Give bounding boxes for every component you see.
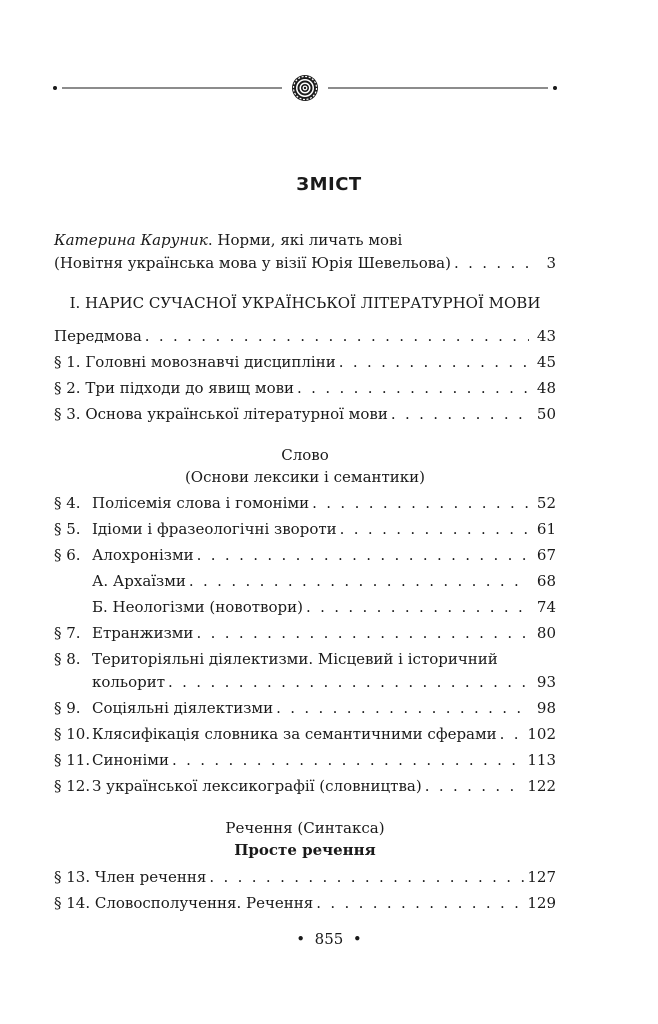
- toc-entry-line-2[interactable]: [54, 671, 556, 693]
- toc-entry[interactable]: [54, 351, 556, 373]
- section-heading: Слово: [281, 446, 329, 464]
- entry-label-continued: кольорит: [92, 673, 166, 691]
- intro-line-1: [54, 229, 556, 251]
- page-number: 122: [527, 777, 556, 795]
- entry-label: Синоніми: [92, 751, 169, 769]
- section-number: § 5.: [54, 520, 81, 538]
- entry-label: Соціяльні діялектизми: [92, 699, 274, 717]
- dot-leader: [276, 697, 529, 719]
- dot-leader: [189, 570, 529, 592]
- page-number: 98: [536, 699, 556, 717]
- toc-subentry[interactable]: [54, 596, 556, 618]
- dot-leader: [425, 775, 525, 797]
- entry-label: § 13. Член речення: [54, 868, 207, 886]
- toc-entry[interactable]: [54, 492, 556, 514]
- intro-title: . Норми, які личать мові: [207, 231, 403, 249]
- dot-leader: [312, 492, 529, 514]
- dot-leader: [500, 723, 525, 745]
- page-number: 93: [536, 673, 556, 691]
- section-number: § 6.: [54, 546, 81, 564]
- entry-label: Клясифікація словника за семантичними сферами: [92, 725, 497, 743]
- dot-leader: [145, 325, 529, 347]
- dot-leader: [340, 518, 529, 540]
- dot-leader: [339, 351, 529, 373]
- dot-leader: [168, 671, 529, 693]
- entry-label: § 3. Основа української літературної мови: [54, 405, 388, 423]
- page-number: 3: [546, 254, 556, 272]
- toc-entry[interactable]: [54, 377, 556, 399]
- header-ornament: [52, 70, 558, 106]
- section-number: § 10.: [54, 725, 91, 743]
- page-title: ЗМІСТ: [296, 174, 362, 195]
- page-number: 50: [536, 405, 556, 423]
- entry-label: Б. Неологізми (новотвори): [92, 598, 303, 616]
- page-number: 102: [527, 725, 556, 743]
- bullet-icon: •: [352, 930, 362, 948]
- dot-leader: [391, 403, 529, 425]
- page-number: 113: [527, 751, 556, 769]
- part1-heading: І. НАРИС СУЧАСНОЇ УКРАЇНСЬКОЇ ЛІТЕРАТУРНОЇ МОВИ: [69, 294, 541, 312]
- dot-leader: [297, 377, 529, 399]
- bullet-icon: •: [296, 930, 306, 948]
- section-number: § 9.: [54, 699, 81, 717]
- entry-label: Полісемія слова і гомоніми: [92, 494, 310, 512]
- toc-entry[interactable]: [54, 622, 556, 644]
- toc-entry[interactable]: [54, 723, 556, 745]
- dot-leader: [316, 892, 524, 914]
- page-number: 52: [536, 494, 556, 512]
- toc-entry[interactable]: [54, 749, 556, 771]
- page-number-footer: 855: [314, 930, 344, 948]
- section-number: § 12.: [54, 777, 91, 795]
- entry-label: Ідіоми і фразеологічні звороти: [92, 520, 337, 538]
- page-number: 61: [536, 520, 556, 538]
- page-number: 74: [536, 598, 556, 616]
- dot-leader: [209, 866, 524, 888]
- intro-subtitle: (Новітня українська мова у візії Юрія Шевельова): [54, 254, 451, 272]
- ornament-rosette-icon: [52, 70, 558, 106]
- section-number: § 7.: [54, 624, 81, 642]
- page-number: 127: [527, 868, 556, 886]
- entry-label: § 2. Три підходи до явищ мови: [54, 379, 295, 397]
- toc-entry[interactable]: [54, 866, 556, 888]
- dot-leader: [306, 596, 529, 618]
- section-number: § 8.: [54, 650, 81, 668]
- toc-entry-intro[interactable]: [54, 252, 556, 274]
- section-number: § 4.: [54, 494, 81, 512]
- page-number: 129: [527, 894, 556, 912]
- section-subheading: (Основи лексики і семантики): [184, 468, 426, 486]
- dot-leader: [172, 749, 524, 771]
- toc-entry[interactable]: [54, 518, 556, 540]
- entry-label: А. Архаїзми: [92, 572, 186, 590]
- page-number: 43: [536, 327, 556, 345]
- toc-entry[interactable]: [54, 775, 556, 797]
- toc-subentry[interactable]: [54, 570, 556, 592]
- entry-label: Етранжизми: [92, 624, 194, 642]
- intro-author: Катерина Каруник: [54, 231, 208, 249]
- section-subheading: Просте речення: [234, 841, 376, 859]
- entry-label: § 1. Головні мовознавчі дисципліни: [54, 353, 336, 371]
- section-heading: Речення (Синтакса): [225, 819, 385, 837]
- page-footer: [0, 930, 658, 948]
- dot-leader: [197, 544, 529, 566]
- page-number: 45: [536, 353, 556, 371]
- toc-entry[interactable]: [54, 544, 556, 566]
- dot-leader: [454, 252, 529, 274]
- page-number: 67: [536, 546, 556, 564]
- section-number: § 11.: [54, 751, 91, 769]
- entry-label: Територіяльні діялектизми. Місцевий і історичний: [92, 650, 498, 668]
- toc-entry[interactable]: [54, 325, 556, 347]
- toc-entry[interactable]: [54, 697, 556, 719]
- page-number: 48: [536, 379, 556, 397]
- toc-entry[interactable]: [54, 403, 556, 425]
- page-number: 68: [536, 572, 556, 590]
- entry-label: Алохронізми: [92, 546, 194, 564]
- entry-label: З української лексикографії (словництва): [92, 777, 422, 795]
- page-number: 80: [536, 624, 556, 642]
- entry-label: § 14. Словосполучення. Речення: [54, 894, 314, 912]
- dot-leader: [196, 622, 529, 644]
- toc-entry[interactable]: [54, 892, 556, 914]
- entry-label: Передмова: [54, 327, 142, 345]
- toc-entry-line-1[interactable]: [54, 648, 556, 670]
